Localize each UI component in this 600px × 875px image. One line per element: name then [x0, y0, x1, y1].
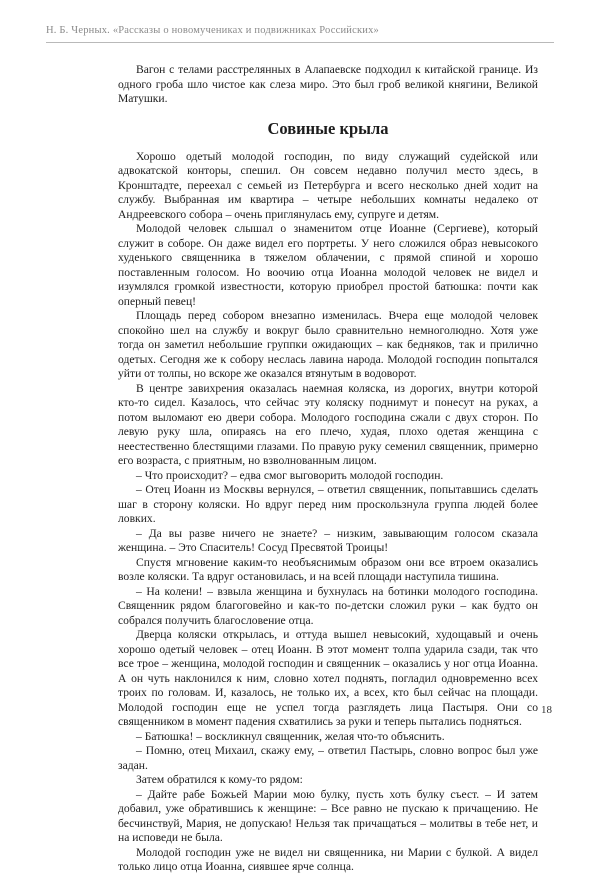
page-number: 18: [541, 704, 552, 716]
running-header: Н. Б. Черных. «Рассказы о новомучениках и подвижниках Российских»: [46, 25, 379, 36]
body-paragraph: В центре завихрения оказалась наемная коляска, из дорогих, внутри которой кто-то сидел. Казалось, что сейчас эту коляску поднимут и понесут на руках, а потом выломают ею двери собора. Молодого господина сжали с двух сторон. По левую руку шла, опираясь на его плечо, худая, плохо одетая женщина с неестественно блестящими глазами. По правую руку семенил священник, примерно его возраста, с приятным, но взволнованным лицом.: [118, 381, 538, 467]
dialogue-line: – Дайте рабе Божьей Марии мою булку, пусть хоть булку съест. – И затем добавил, уже обратившись к женщине: – Все равно не пускаю к причащению. Не бесчинствуй, Мария, не допускаю! Нельзя так причащаться – молитвы в тебе нет, и на исповеди не была.: [118, 787, 538, 844]
dialogue-line: – Что происходит? – едва смог выговорить молодой господин.: [136, 468, 444, 482]
body-paragraph: Молодой господин уже не видел ни священника, ни Марии с булкой. А видел только лицо отца Иоанна, сиявшее ярче солнца.: [118, 845, 538, 873]
body-paragraph: Спустя мгновение каким-то необъяснимым образом они все втроем оказались возле коляски. Та вдруг остановилась, и на всей площади наступила тишина.: [118, 555, 538, 583]
dialogue-line: – Помню, отец Михаил, скажу ему, – ответил Пастырь, словно вопрос был уже задан.: [118, 744, 538, 772]
dialogue-line: – На колени! – взвыла женщина и бухнулась на ботинки молодого господина. Священник рядом благоговейно и как-то по-детски сложил руки – как будто он собрался получить благословение отца.: [118, 584, 538, 627]
section-title: Совиные крыла: [267, 118, 389, 138]
body-paragraph: Хорошо одетый молодой господин, по виду служащий судейской или адвокатской конторы, спешил. Он совсем недавно получил место здесь, в Кронштадте, переехал с семьей из Петербурга и всего несколько дней ходит на службу. Выбранная им квартира – четыре небольших комнаты недалеко от Андреевского собора – очень приглянулась ему, супруге и детям.: [118, 149, 538, 221]
dialogue-line: – Отец Иоанн из Москвы вернулся, – ответил священник, попытавшись сделать шаг в сторону коляски. Но вдруг перед ним проскользнула группа людей более ловких.: [118, 483, 538, 525]
body-paragraph: Площадь перед собором внезапно изменилась. Вчера еще молодой человек спокойно шел на службу и вокруг было сравнительно немноголюдно. Хотя уже тогда он заметил небольшие группки ожидающих – как бедняков, так и прилично одетых. Сегодня же к собору неслась лавина народа. Молодой господин попытался уйти от толпы, но вскоре же оказался втянутым в водоворот.: [118, 309, 538, 380]
dialogue-line: – Да вы разве ничего не знаете? – низким, завывающим голосом сказала женщина. – Это Спаситель! Сосуд Пресвятой Троицы!: [118, 526, 538, 554]
header-divider: [46, 42, 554, 43]
page-body: [118, 63, 538, 875]
dialogue-line: – Батюшка! – воскликнул священник, желая что-то объяснить.: [136, 729, 445, 743]
intro-paragraph: Вагон с телами расстрелянных в Алапаевске подходил к китайской границе. Из одного гроба шло чистое как слеза миро. Это был гроб великой княгини, Великой Матушки.: [118, 63, 538, 105]
body-paragraph: Затем обратился к кому-то рядом:: [136, 773, 303, 786]
body-paragraph: Молодой человек слышал о знаменитом отце Иоанне (Сергиеве), который служит в соборе. Он даже видел его портреты. У него сложился образ невысокого худенького священника в тяжелом облачении, с прямой спиной и хорошо поставленным голосом. Но воочию отца Иоанна молодой человек не видел и изумлялся громкой известности, которую приобрел простой батюшка: почти как оперный певец!: [118, 222, 538, 308]
body-paragraph: Дверца коляски открылась, и оттуда вышел невысокий, худощавый и очень хорошо одетый человек – отец Иоанн. В этот момент толпа ударила сзади, так что все трое – женщина, молодой господин и священник – оказались у ног отца Иоанна. А он чуть наклонился к ним, словно хотел поднять, погладил одновременно всех троих по головам. И, казалось, не только их, а всех, кто был сейчас на площади. Молодой господин еще не успел тогда разглядеть лица Пастыря. Они со священником в момент падения схватились за руки и теперь пытались подняться.: [118, 628, 538, 728]
